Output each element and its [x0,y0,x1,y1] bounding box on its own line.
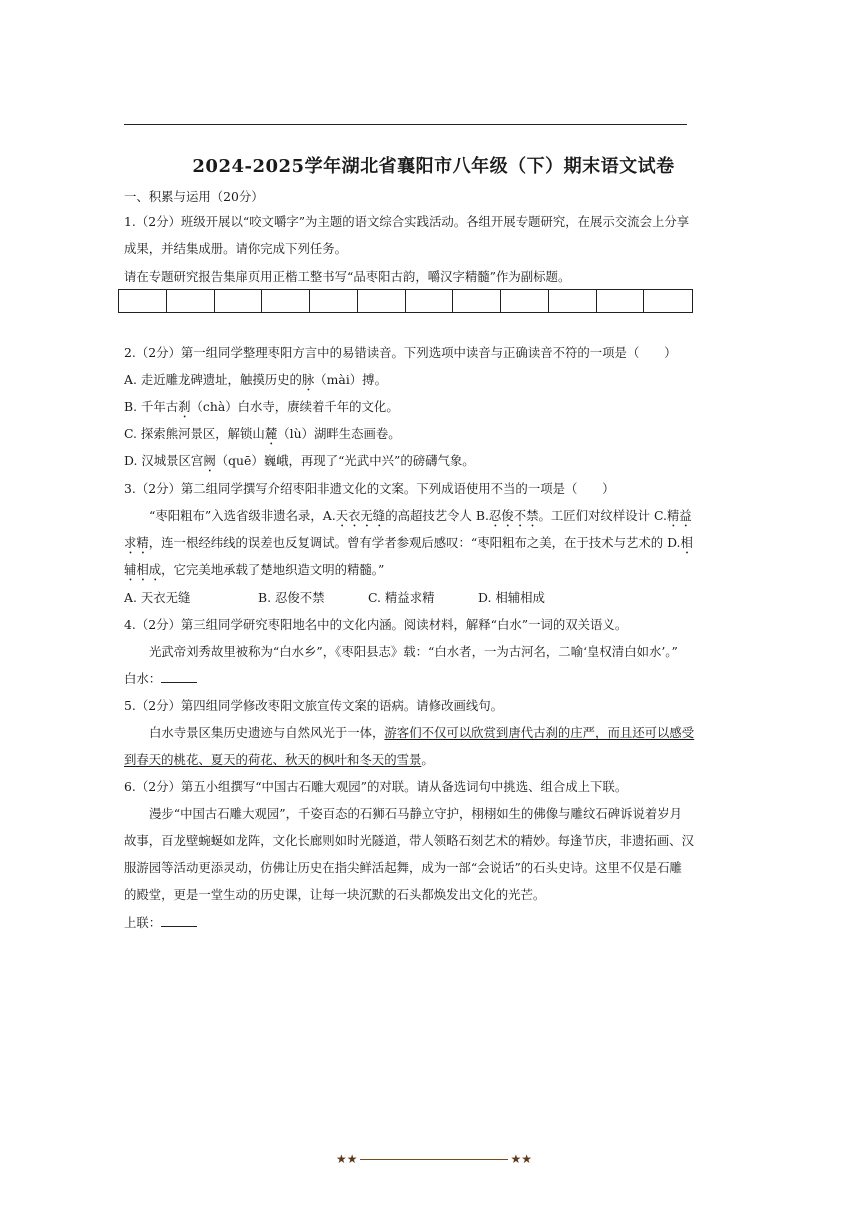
q6-answer-line: 上联： [124,914,687,932]
q3-option-a: A. 天衣无缝 [124,590,191,605]
q5-underlined-sentence: 游客们不仅可以欣赏到唐代古刹的庄严，而且还可以感受 [384,725,695,740]
q4-stem: 4.（2分）第三组同学研究枣阳地名中的文化内涵。阅读材料，解释“白水”一词的双关语义。 [124,617,628,632]
footer-ornament [336,1150,532,1168]
section-heading: 一、积累与运用（20分） [124,189,264,204]
q3-passage-line2: 求精，连一根经纬线的误差也反复调试。曾有学者参观后感叹：“枣阳粗布之美，在于技术与艺术的 D.相 [124,535,693,550]
q3-passage-line3: 辅相成，它完美地承载了楚地织造文明的精髓。” [124,562,385,577]
star-icon: ★★ [510,1152,532,1166]
q5-underlined-sentence: 到春天的桃花、夏天的荷花、秋天的枫叶和冬天的雪景 [124,752,422,767]
grid-cell[interactable] [406,290,454,312]
q5-passage-line1: 白水寺景区集历史遗迹与自然风光于一体，游客们不仅可以欣赏到唐代古刹的庄严，而且还可以感受 [149,725,695,740]
grid-cell[interactable] [262,290,310,312]
q5-stem: 5.（2分）第四组同学修改枣阳文旅宣传文案的语病。请修改画线句。 [124,698,504,713]
q6-stem: 6.（2分）第五小组撰写“中国古石雕大观园”的对联。请从备选词句中挑选、组合成上下联。 [124,779,628,794]
q6-passage-line4: 的殿堂，更是一堂生动的历史课，让每一块沉默的石头都焕发出文化的光芒。 [124,887,546,902]
q2-option-b: B. 千年古刹（chà）白水寺，赓续着千年的文化。 [124,399,399,414]
q3-options [124,589,687,607]
q1-stem-line1: 1.（2分）班级开展以“咬文嚼字”为主题的语文综合实践活动。各组开展专题研究，在展示交流会上分享 [124,214,690,229]
grid-cell[interactable] [215,290,263,312]
grid-cell[interactable] [644,290,692,312]
q6-passage-line1: 漫步“中国古石雕大观园”，千姿百态的石狮石马静立守护，栩栩如生的佛像与雕纹石碑诉说着岁月 [149,806,683,821]
grid-cell[interactable] [167,290,215,312]
grid-cell[interactable] [501,290,549,312]
q4-answer-blank[interactable] [161,670,197,683]
q5-passage-line2: 到春天的桃花、夏天的荷花、秋天的枫叶和冬天的雪景。 [124,752,434,767]
q4-answer-line: 白水： [124,670,687,688]
q6-passage-line3: 服游园等活动更添灵动，仿佛让历史在指尖鲜活起舞，成为一部“会说话”的石头史诗。这里不仅是石雕 [124,860,682,875]
q1-stem-line2: 成果，并结集成册。请你完成下列任务。 [124,241,348,256]
q6-answer-blank[interactable] [161,914,197,927]
q2-option-d: D. 汉城景区宫阙（quē）巍峨，再现了“光武中兴”的磅礴气象。 [124,453,475,468]
grid-cell[interactable] [597,290,645,312]
q2-option-a: A. 走近雕龙碑遗址，触摸历史的脉（mài）搏。 [124,372,387,387]
q3-stem: 3.（2分）第二组同学撰写介绍枣阳非遗文化的文案。下列成语使用不当的一项是（ ） [124,481,615,496]
writing-grid[interactable] [118,289,693,313]
q1-instruction: 请在专题研究报告集扉页用正楷工整书写“品枣阳古韵，嚼汉字精髓”作为副标题。 [124,269,571,284]
grid-cell[interactable] [549,290,597,312]
grid-cell[interactable] [119,290,167,312]
grid-cell[interactable] [310,290,358,312]
star-icon: ★★ [336,1152,358,1166]
grid-cell[interactable] [358,290,406,312]
header-rule [124,124,687,125]
q4-material: 光武帝刘秀故里被称为“白水乡”，《枣阳县志》载：“白水者，一为古河名，二喻‘皇权清白如水’。” [149,644,678,659]
footer-divider [360,1159,509,1160]
grid-cell[interactable] [453,290,501,312]
q2-stem: 2.（2分）第一组同学整理枣阳方言中的易错读音。下列选项中读音与正确读音不符的一项是（ ） [124,345,677,360]
q2-option-c: C. 探索熊河景区，解锁山麓（lù）湖畔生态画卷。 [124,426,401,441]
q3-passage-line1: “枣阳粗布”入选省级非遗名录，A.天衣无缝的高超技艺令人 B.忍俊不禁。工匠们对纹样设计 C.精益 [149,508,692,523]
page-title: 2024-2025学年湖北省襄阳市八年级（下）期末语文试卷 [192,156,675,177]
q6-passage-line2: 故事，百龙壁蜿蜒如龙阵，文化长廊则如时光隧道，带人领略石刻艺术的精妙。每逢节庆，非遗拓画、汉 [124,833,694,848]
q3-option-d: D. 相辅相成 [478,590,545,605]
q3-option-b: B. 忍俊不禁 [258,590,325,605]
q3-option-c: C. 精益求精 [368,590,435,605]
